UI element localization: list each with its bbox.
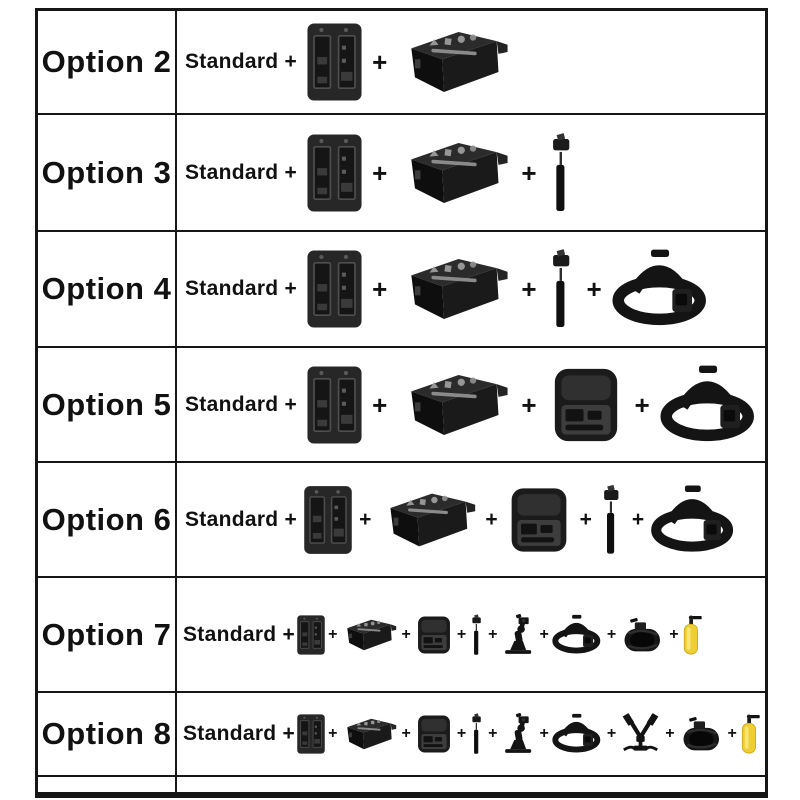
plus-separator: +: [521, 389, 537, 420]
standard-label: Standard +: [183, 622, 296, 646]
plus-separator: +: [401, 625, 411, 643]
plus-separator: +: [631, 508, 645, 531]
plus-separator: +: [521, 274, 537, 304]
cutoff-items-cell: [177, 777, 765, 792]
wrist-strap-icon: [677, 713, 726, 755]
plus-separator: +: [372, 47, 388, 77]
spare-battery-icon: [395, 248, 513, 330]
plus-separator: +: [372, 157, 388, 188]
option-label: Option 2: [38, 11, 177, 113]
option-label: Option 5: [38, 348, 177, 461]
plus-separator: +: [488, 625, 498, 643]
dual-battery-charger-icon: [305, 132, 364, 214]
option-items: [177, 348, 765, 461]
carry-case-icon: [413, 614, 455, 656]
option-items: [177, 463, 765, 576]
spare-battery-icon: [395, 132, 513, 214]
option-row: [38, 693, 765, 777]
plus-separator: +: [606, 625, 617, 643]
plus-separator: +: [634, 389, 650, 420]
plus-separator: +: [372, 389, 388, 420]
option-items: [177, 693, 765, 775]
suction-mount-icon: [500, 713, 538, 755]
selfie-stick-icon: [468, 713, 486, 755]
option-label: Option 3: [38, 115, 177, 230]
option-items: [177, 115, 765, 230]
standard-label: Standard +: [185, 50, 298, 73]
cutoff-label-cell: [38, 777, 177, 792]
option-items: [177, 11, 765, 113]
plus-separator: +: [539, 625, 549, 643]
plus-separator: +: [727, 725, 737, 742]
carry-case-icon: [413, 713, 455, 755]
plus-separator: +: [606, 725, 617, 742]
option-row: [38, 348, 765, 463]
chest-strap-icon: [618, 713, 663, 755]
option-row: [38, 463, 765, 578]
spare-battery-icon: [339, 614, 399, 656]
option-label: Option 4: [38, 232, 177, 346]
standard-label: Standard +: [183, 722, 296, 745]
selfie-stick-icon: [468, 614, 486, 656]
dual-battery-charger-icon: [305, 21, 364, 103]
plus-separator: +: [669, 625, 679, 643]
standard-label: Standard +: [185, 277, 298, 300]
dual-battery-charger-icon: [296, 713, 326, 755]
spare-battery-icon: [395, 21, 513, 103]
options-table: [35, 8, 768, 798]
carry-case-icon: [545, 364, 627, 446]
standard-label: Standard +: [185, 507, 298, 531]
selfie-stick-icon: [597, 484, 627, 556]
dual-battery-charger-icon: [305, 248, 364, 330]
plus-separator: +: [372, 274, 388, 304]
cutoff-row: [38, 777, 765, 792]
option-label: Option 6: [38, 463, 177, 576]
plus-separator: +: [456, 725, 467, 742]
selfie-stick-icon: [545, 248, 579, 330]
dual-battery-charger-icon: [305, 364, 364, 446]
wrist-strap-icon: [618, 614, 667, 656]
plus-separator: +: [579, 508, 592, 531]
option-row: [38, 578, 765, 693]
standard-label: Standard +: [185, 160, 298, 184]
plus-separator: +: [488, 725, 498, 742]
option-row: [38, 232, 765, 348]
spare-battery-icon: [395, 364, 513, 446]
head-strap-icon: [551, 713, 605, 755]
plus-separator: +: [586, 274, 602, 304]
plus-separator: +: [401, 725, 411, 742]
plus-separator: +: [665, 725, 675, 742]
head-strap-icon: [649, 484, 741, 556]
plus-separator: +: [328, 625, 338, 643]
option-label: Option 8: [38, 693, 177, 775]
plus-separator: +: [539, 725, 549, 742]
head-strap-icon: [658, 364, 763, 446]
option-items: [177, 578, 765, 691]
plus-separator: +: [521, 157, 537, 188]
option-items: [177, 232, 765, 346]
head-strap-icon: [551, 614, 605, 656]
plus-separator: +: [485, 508, 498, 531]
spare-battery-icon: [339, 713, 399, 755]
option-row: [38, 115, 765, 232]
dual-battery-charger-icon: [296, 614, 326, 656]
dual-battery-charger-icon: [302, 484, 354, 556]
carry-case-icon: [503, 484, 575, 556]
floaty-bobber-icon: [681, 614, 705, 656]
standard-label: Standard +: [185, 392, 298, 416]
plus-separator: +: [359, 508, 372, 531]
spare-battery-icon: [376, 484, 480, 556]
head-strap-icon: [610, 248, 715, 330]
plus-separator: +: [328, 725, 338, 742]
floaty-bobber-icon: [739, 713, 763, 755]
option-label: Option 7: [38, 578, 177, 691]
suction-mount-icon: [500, 614, 538, 656]
plus-separator: +: [456, 625, 467, 643]
selfie-stick-icon: [545, 132, 579, 214]
option-row: [38, 11, 765, 115]
